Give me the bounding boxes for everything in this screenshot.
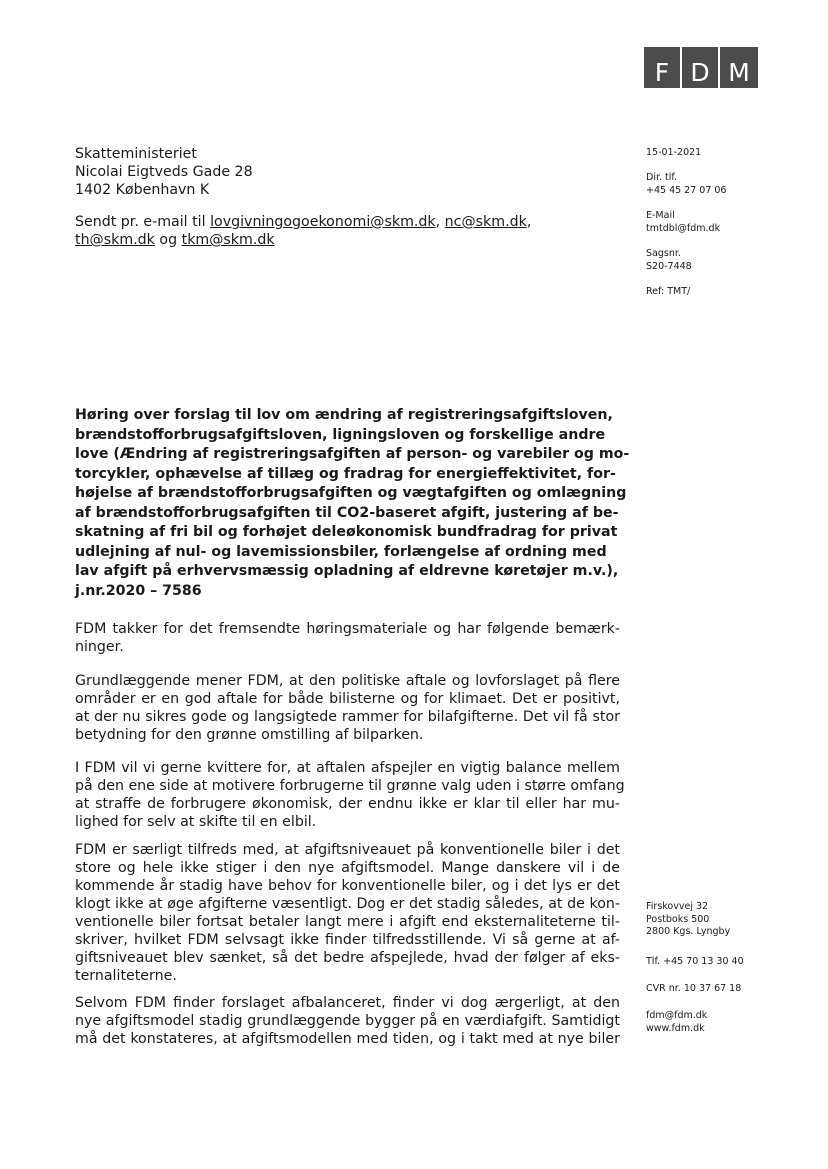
subject-line: love (Ændring af registreringsafgiften af person- og varebiler og mo- xyxy=(75,446,630,462)
paragraph-line: FDM takker for det fremsendte høringsmateriale og har følgende bemærk- xyxy=(75,621,620,637)
paragraph-2 xyxy=(75,672,620,744)
meta-value: tmtdbl@fdm.dk xyxy=(646,222,721,234)
paragraph-line: Selvom FDM finder forslaget afbalanceret, finder vi dog ærgerligt, at den xyxy=(75,995,620,1011)
recipient-city: 1402 København K xyxy=(75,182,210,198)
meta-direct-phone xyxy=(646,172,726,197)
meta-label: E-Mail xyxy=(646,210,675,221)
paragraph-line: store og hele ikke stiger i den nye afgiftsmodel. Mange danskere vil i de xyxy=(75,860,620,876)
subject-line: skatning af fri bil og forhøjet deleøkonomisk bundfradrag for privat xyxy=(75,524,618,540)
subject-line: af brændstofforbrugsafgiften til CO2-baseret afgift, justering af be- xyxy=(75,504,619,521)
paragraph-line: nye afgiftsmodel stadig grundlæggende bygger på en værdiafgift. Samtidigt xyxy=(75,1013,620,1029)
recipient-name: Skatteministeriet xyxy=(75,146,197,162)
company-cvr: CVR nr. 10 37 67 18 xyxy=(646,983,742,994)
email-link-lovgivning[interactable]: lovgivningogoekonomi@skm.dk xyxy=(210,214,436,230)
paragraph-line: at straffe de forbrugere økonomisk, der endnu ikke er klar til eller har mu- xyxy=(75,796,620,812)
paragraph-line: må det konstateres, at afgiftsmodellen med tiden, og i takt med at nye biler xyxy=(75,1031,620,1047)
email-link-th[interactable]: th@skm.dk xyxy=(75,232,155,248)
paragraph-line: kommende år stadig have behov for konventionelle biler, og i det lys er det xyxy=(75,878,620,894)
company-contact xyxy=(646,1010,707,1035)
subject-line: j.nr.2020 – 7586 xyxy=(75,582,202,599)
subject-line: højelse af brændstofforbrugsafgiften og vægtafgiften og omlægning xyxy=(75,485,627,501)
company-phone: Tlf. +45 70 13 30 40 xyxy=(646,956,744,967)
paragraph-line: I FDM vil vi gerne kvittere for, at aftalen afspejler en vigtig balance mellem xyxy=(75,760,620,776)
logo-letter-d: D xyxy=(682,47,718,88)
paragraph-line: ninger. xyxy=(75,639,124,655)
logo-letter-f: F xyxy=(644,47,680,88)
paragraph-line: at der nu sikres gode og langsigtede rammer for bilafgifterne. Det vil få stor xyxy=(75,709,620,725)
meta-value: +45 45 27 07 06 xyxy=(646,184,727,196)
paragraph-line: FDM er særligt tilfreds med, at afgiftsniveauet på konventionelle biler i det xyxy=(75,842,620,858)
company-address xyxy=(646,901,730,939)
meta-value: S20-7448 xyxy=(646,260,692,272)
subject-line: torcykler, ophævelse af tillæg og fradrag for energieffektivitet, for- xyxy=(75,465,616,482)
paragraph-5 xyxy=(75,994,620,1048)
paragraph-line: giftsniveauet blev sænket, så det bedre afspejlede, hvad der følger af eks- xyxy=(75,950,620,966)
sent-separator: , xyxy=(526,214,532,230)
meta-case-number xyxy=(646,248,692,273)
company-email: fdm@fdm.dk xyxy=(646,1010,708,1021)
paragraph-line: områder er en god aftale for både bilisterne og for klimaet. Det er positivt, xyxy=(75,691,620,707)
paragraph-line: ventionelle biler fortsat betaler langt mere i afgift end eksternaliteterne til- xyxy=(75,914,620,930)
subject-heading xyxy=(75,406,630,601)
paragraph-line: klogt ikke at øge afgifterne væsentligt. Dog er det stadig således, at de kon- xyxy=(75,896,620,912)
paragraph-line: betydning for den grønne omstilling af bilparken. xyxy=(75,727,424,743)
paragraph-3 xyxy=(75,759,625,831)
recipient-street: Nicolai Eigtveds Gade 28 xyxy=(75,164,253,180)
paragraph-line: på den ene side at motivere forbrugerne til grønne valg uden i større omfang xyxy=(75,778,625,794)
sent-line xyxy=(75,213,545,249)
meta-label: Sagsnr. xyxy=(646,248,681,259)
company-street: Firskovvej 32 xyxy=(646,901,709,912)
meta-reference: Ref: TMT/ xyxy=(646,286,691,297)
company-postbox: Postboks 500 xyxy=(646,913,710,925)
paragraph-line: skriver, hvilket FDM selvsagt ikke finder tilfredsstillende. Vi så gerne at af- xyxy=(75,932,620,948)
subject-line: Høring over forslag til lov om ændring af registreringsafgiftsloven, xyxy=(75,407,613,423)
email-link-nc[interactable]: nc@skm.dk xyxy=(444,214,527,230)
meta-email xyxy=(646,210,720,235)
paragraph-line: ternaliteterne. xyxy=(75,968,177,984)
subject-line: udlejning af nul- og lavemissionsbiler, forlængelse af ordning med xyxy=(75,543,607,560)
email-link-tkm[interactable]: tkm@skm.dk xyxy=(181,232,275,248)
meta-date: 15-01-2021 xyxy=(646,147,702,158)
fdm-logo xyxy=(644,47,758,88)
meta-label: Dir. tlf. xyxy=(646,172,678,183)
company-city: 2800 Kgs. Lyngby xyxy=(646,926,731,937)
subject-line: lav afgift på erhvervsmæssig opladning af eldrevne køretøjer m.v.), xyxy=(75,563,619,579)
subject-line: brændstofforbrugsafgiftsloven, ligningsloven og forskellige andre xyxy=(75,426,606,443)
paragraph-1 xyxy=(75,620,620,656)
sent-separator: , xyxy=(435,214,445,230)
sent-separator: og xyxy=(154,232,182,248)
recipient-address xyxy=(75,145,253,199)
paragraph-line: Grundlæggende mener FDM, at den politiske aftale og lovforslaget på flere xyxy=(75,673,620,689)
company-website: www.fdm.dk xyxy=(646,1022,705,1034)
paragraph-line: lighed for selv at skifte til en elbil. xyxy=(75,814,317,830)
sent-prefix: Sendt pr. e-mail til xyxy=(75,214,211,230)
paragraph-4 xyxy=(75,841,620,985)
logo-letter-m: M xyxy=(720,47,758,88)
